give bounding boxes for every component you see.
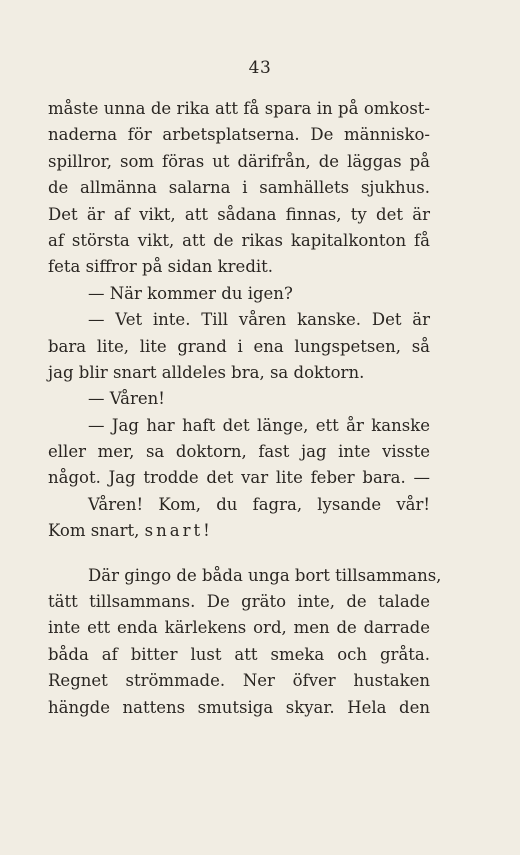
text-line: jag blir snart alldeles bra, sa doktorn. [48,362,365,382]
paragraph-gap [48,545,430,563]
text-line: feta siffror på sidan kredit. [48,257,274,277]
text-line: tätt tillsammans. De gräto inte, de talade [48,592,430,612]
text-line: Våren! Kom, du fagra, lysande vår! [88,494,430,514]
text-line: spillror, som föras ut därifrån, de läggas på [48,151,430,171]
text-line: båda af bitter lust att smeka och gråta. [48,644,430,664]
text-line: Regnet strömmade. Ner öfver hustaken [48,671,430,691]
text-line [48,518,430,544]
text-line: hängde nattens smutsiga skyar. Hela den [48,697,430,717]
text-fragment: Kom snart, [48,521,145,541]
body-text [48,96,442,721]
page-number: 43 [248,58,272,78]
emphasized-word: snart! [144,521,213,541]
text-line: Där gingo de båda unga bort tillsammans, [88,565,442,585]
text-line: måste unna de rika att få spara in på omkost- [48,99,430,118]
dialogue-line: — Jag har haft det länge, ett år kanske [88,415,430,435]
text-line: naderna för arbetsplatserna. De människo- [48,125,430,145]
text-line: något. Jag trodde det var lite feber bara. — [48,468,430,488]
text-line: de allmänna salarna i samhällets sjukhus. [48,178,430,198]
dialogue-line: — När kommer du igen? [88,283,293,303]
text-line: bara lite, lite grand i ena lungspetsen, så [48,336,430,356]
dialogue-line: — Vet inte. Till våren kanske. Det är [88,310,430,330]
text-line: eller mer, sa doktorn, fast jag inte visste [48,442,430,462]
text-line: Det är af vikt, att sådana finnas, ty det är [48,204,430,224]
text-line: inte ett enda kärlekens ord, men de darrade [48,618,430,638]
text-line: af största vikt, att de rikas kapitalkonton få [48,230,430,250]
dialogue-line: — Våren! [88,389,165,409]
